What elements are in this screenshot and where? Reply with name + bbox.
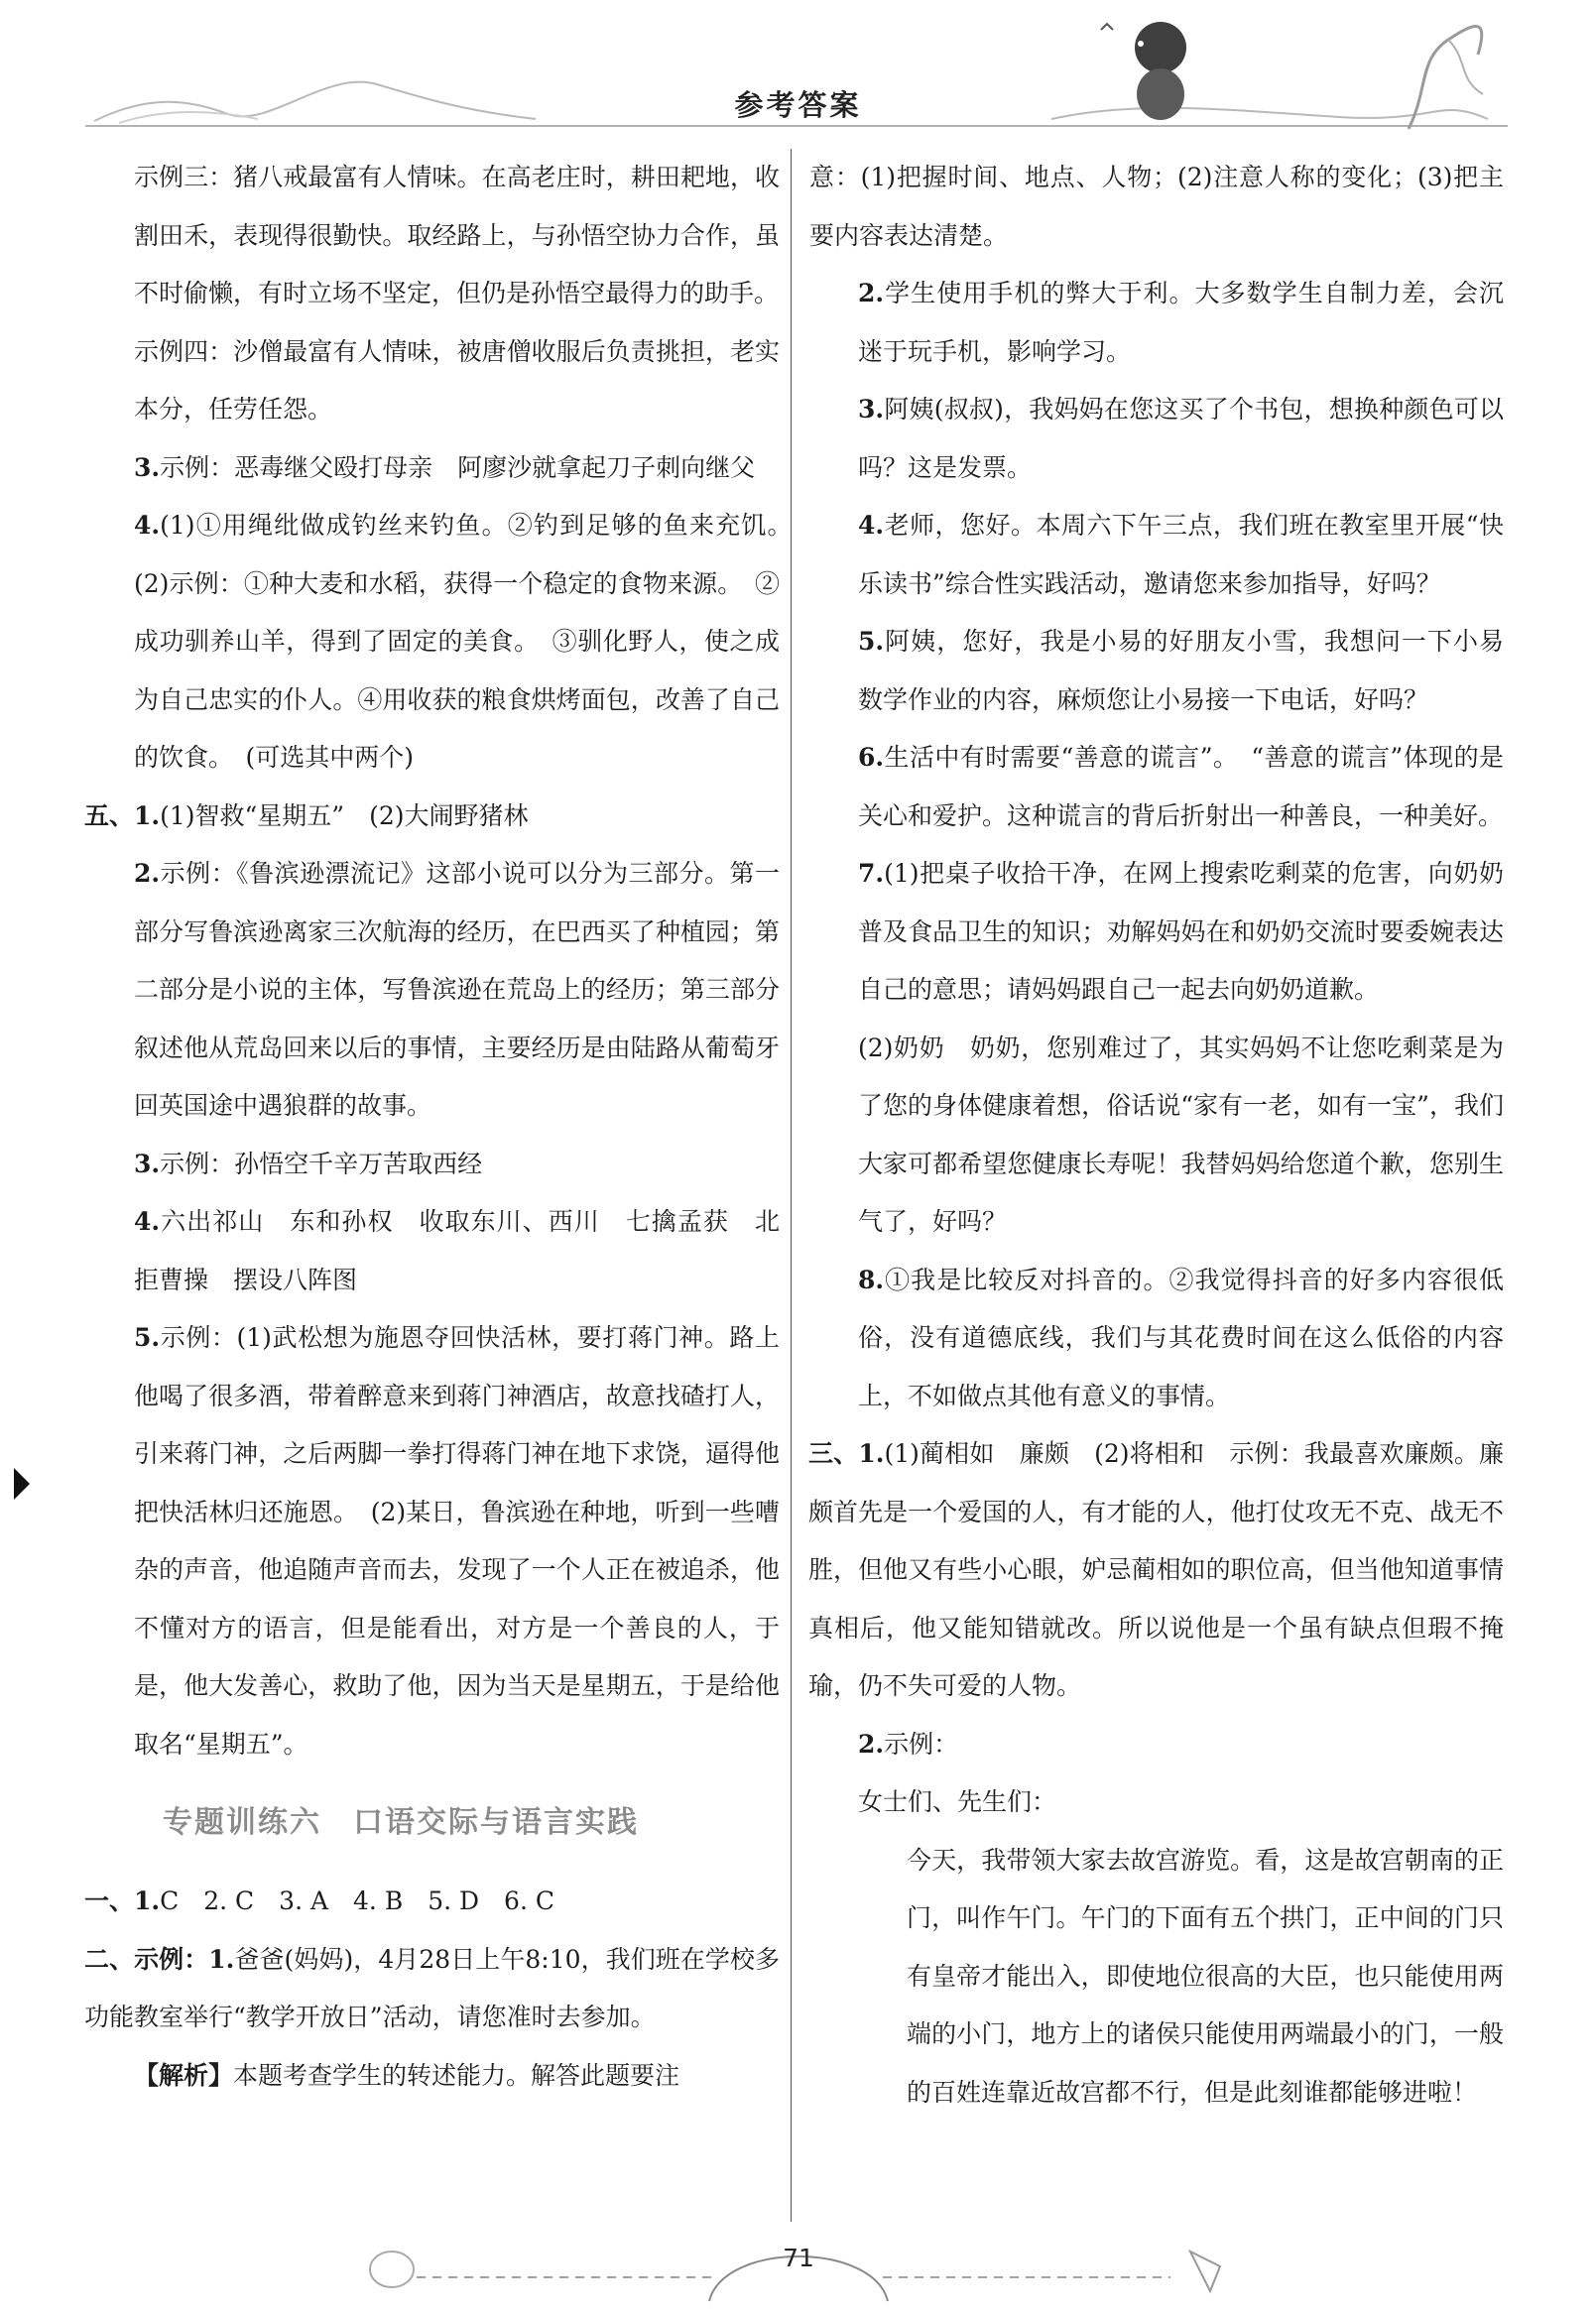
answer-text: ①我是比较反对抖音的。②我觉得抖音的好多内容很低俗，没有道德底线，我们与其花费时间在这么低俗的内容上，不如做点其他有意义的事情。 — [858, 1265, 1504, 1410]
answer-paragraph — [85, 323, 780, 439]
answer-paragraph — [85, 439, 780, 498]
answer-text: 示例：恶毒继父殴打母亲 阿廖沙就拿起刀子刺向继父 — [160, 452, 756, 482]
item-number: 6. — [858, 743, 885, 772]
right-column — [809, 149, 1504, 2122]
page-header-title: 参考答案 — [734, 88, 862, 122]
item-number: 4. — [858, 511, 885, 540]
answer-text: 阿姨，您好，我是小易的好朋友小雪，我想问一下小易数学作业的内容，麻烦您让小易接一下电话，好吗？ — [858, 627, 1504, 714]
answer-text: 本题考查学生的转述能力。解答此题要注 — [233, 2060, 680, 2090]
answer-text: 今天，我带领大家去故宫游览。看，这是故宫朝南的正门，叫作午门。午门的下面有五个拱门，正中间的门只有皇帝才能出入，即使地位很高的大臣，也只能使用两端的小门，地方上的诸侯只能使用两端最小的门，一般的百姓连靠近故宫都不行，但是此刻谁都能够进啦！ — [907, 1845, 1504, 2107]
answer-paragraph — [809, 1252, 1504, 1426]
answer-text: (2)奶奶 奶奶，您别难过了，其实妈妈不让您吃剩菜是为了您的身体健康着想，俗话说“家有一老，如有一宝”，我们大家可都希望您健康长寿呢！我替妈妈给您道个歉，您别生气了，好吗？ — [858, 1033, 1504, 1236]
answer-text: 示例三：猪八戒最富有人情味。在高老庄时，耕田耙地，收割田禾，表现得很勤快。取经路上，与孙悟空协力合作，虽不时偷懒，有时立场不坚定，但仍是孙悟空最得力的助手。 — [134, 163, 780, 307]
item-number: 3. — [134, 1149, 161, 1178]
answer-text: 女士们、先生们： — [858, 1787, 1057, 1816]
item-number: 二、示例：1. — [84, 1944, 235, 1974]
answer-text: 示例四：沙僧最富有人情味，被唐僧收服后负责挑担，老实本分，任劳任怨。 — [134, 336, 780, 424]
answer-paragraph — [85, 497, 805, 788]
item-number: 4. — [134, 1207, 161, 1236]
answer-paragraph — [809, 265, 1504, 381]
answer-paragraph — [85, 845, 780, 1136]
answer-text: 阿姨(叔叔)，我妈妈在您这买了个书包，想换种颜色可以吗？这是发票。 — [858, 395, 1504, 482]
answer-text: 爸爸(妈妈)，4月28日上午8:10，我们班在学校多功能教室举行“教学开放日”活动，请您准时去参加。 — [84, 1944, 780, 2031]
answer-paragraph — [36, 1873, 780, 1931]
answer-paragraph — [809, 1832, 1504, 2123]
answer-text: 示例：孙悟空千辛万苦取西经 — [160, 1149, 483, 1178]
answer-paragraph — [809, 845, 1504, 1020]
answer-text: 学生使用手机的弊大于利。大多数学生自制力差，会沉迷于玩手机，影响学习。 — [858, 279, 1504, 366]
answer-paragraph — [809, 1716, 1504, 1774]
item-number: 8. — [858, 1265, 885, 1294]
left-column — [84, 149, 805, 2105]
item-number: 一、1. — [84, 1887, 161, 1915]
item-number: 3. — [134, 452, 161, 482]
answer-paragraph — [85, 149, 780, 323]
answer-paragraph — [809, 1020, 1504, 1252]
section-title: 专题训练六 口语交际与语言实践 — [163, 1805, 639, 1840]
answer-text: 示例： — [884, 1729, 959, 1759]
item-number: 2. — [858, 1729, 885, 1759]
answer-text: (1)蔺相如 廉颇 (2)将相和 示例：我最喜欢廉颇。廉颇首先是一个爱国的人，有才能的人，他打仗攻无不克、战无不胜，但他又有些小心眼，妒忌蔺相如的职位高，但当他知道事情真相后，他又能知错就改。所以说他是一个虽有缺点但瑕不掩瑜，仍不失可爱的人物。 — [808, 1439, 1505, 1700]
page-number: 71 — [783, 2244, 814, 2272]
item-number: 5. — [134, 1323, 161, 1352]
column-divider — [791, 149, 792, 2222]
answer-paragraph — [36, 788, 780, 846]
answer-text: C 2. C 3. A 4. B 5. D 6. C — [160, 1887, 554, 1915]
answer-paragraph — [85, 1309, 780, 1773]
item-number: 【解析】 — [134, 2060, 234, 2090]
answer-paragraph — [809, 1773, 1504, 1832]
answer-text: 示例：(1)武松想为施恩夺回快活林，要打蒋门神。路上他喝了很多酒，带着醉意来到蒋门神酒店，故意找碴打人，引来蒋门神，之后两脚一拳打得蒋门神在地下求饶，逼得他把快活林归还施恩。 (2)某日，鲁滨逊在种地，听到一些嘈杂的声音，他追随声音而去，发现了一个人正在被追杀，他不懂对方的语言，但是能看出，对方是一个善良的人，于是，他大发善心，救助了他，因为当天是星期五，于是给他取名“星期五”。 — [134, 1323, 780, 1759]
answer-paragraph — [809, 497, 1504, 613]
answer-text: 老师，您好。本周六下午三点，我们班在教室里开展“快乐读书”综合性实践活动，邀请您来参加指导，好吗？ — [858, 511, 1504, 598]
answer-paragraph — [809, 613, 1504, 729]
item-number: 五、1. — [84, 800, 161, 830]
answer-text: 六出祁山 东和孙权 收取东川、西川 七擒孟获 北拒曹操 摆设八阵图 — [134, 1207, 780, 1294]
answer-paragraph — [809, 729, 1504, 845]
answer-text: 意：(1)把握时间、地点、人物；(2)注意人称的变化；(3)把主要内容表达清楚。 — [809, 163, 1504, 250]
answer-text: (1)把桌子收拾干净，在网上搜索吃剩菜的危害，向奶奶普及食品卫生的知识；劝解妈妈在和奶奶交流时要委婉表达自己的意思；请妈妈跟自己一起去向奶奶道歉。 — [858, 859, 1504, 1004]
answer-text: 生活中有时需要“善意的谎言”。 “善意的谎言”体现的是关心和爱护。这种谎言的背后折射出一种善良，一种美好。 — [858, 743, 1504, 830]
item-number: 4. — [134, 511, 161, 540]
answer-text: (1)智救“星期五” (2)大闹野猪林 — [160, 800, 529, 830]
item-number: 5. — [858, 627, 885, 656]
answer-paragraph — [809, 149, 1504, 265]
item-number: 三、1. — [808, 1439, 885, 1468]
item-number: 3. — [858, 395, 885, 424]
answer-paragraph — [85, 1193, 780, 1309]
page-footer — [0, 2222, 1596, 2313]
answer-paragraph — [809, 381, 1504, 497]
item-number: 2. — [134, 859, 161, 888]
answer-text: 示例：《鲁滨逊漂流记》这部小说可以分为三部分。第一部分写鲁滨逊离家三次航海的经历，在巴西买了种植园；第二部分是小说的主体，写鲁滨逊在荒岛上的经历；第三部分叙述他从荒岛回来以后的事情，主要经历是由陆路从葡萄牙回英国途中遇狼群的故事。 — [134, 859, 780, 1120]
answer-paragraph — [85, 2047, 780, 2106]
answer-paragraph — [85, 1136, 780, 1194]
item-number: 7. — [858, 859, 885, 888]
answer-paragraph — [760, 1425, 1504, 1716]
answer-text: (1)①用绳纰做成钓丝来钓鱼。②钓到足够的鱼来充饥。 (2)示例：①种大麦和水稻，获得一个稳定的食物来源。 ②成功驯养山羊，得到了固定的美食。 ③驯化野人，使之成为自己忠实的仆人。④用收获的粮食烘烤面包，改善了自己的饮食。 (可选其中两个) — [134, 511, 805, 772]
item-number: 2. — [858, 279, 885, 307]
edge-marker-icon — [14, 1468, 30, 1500]
page-header — [0, 0, 1596, 139]
answer-paragraph — [36, 1931, 780, 2047]
